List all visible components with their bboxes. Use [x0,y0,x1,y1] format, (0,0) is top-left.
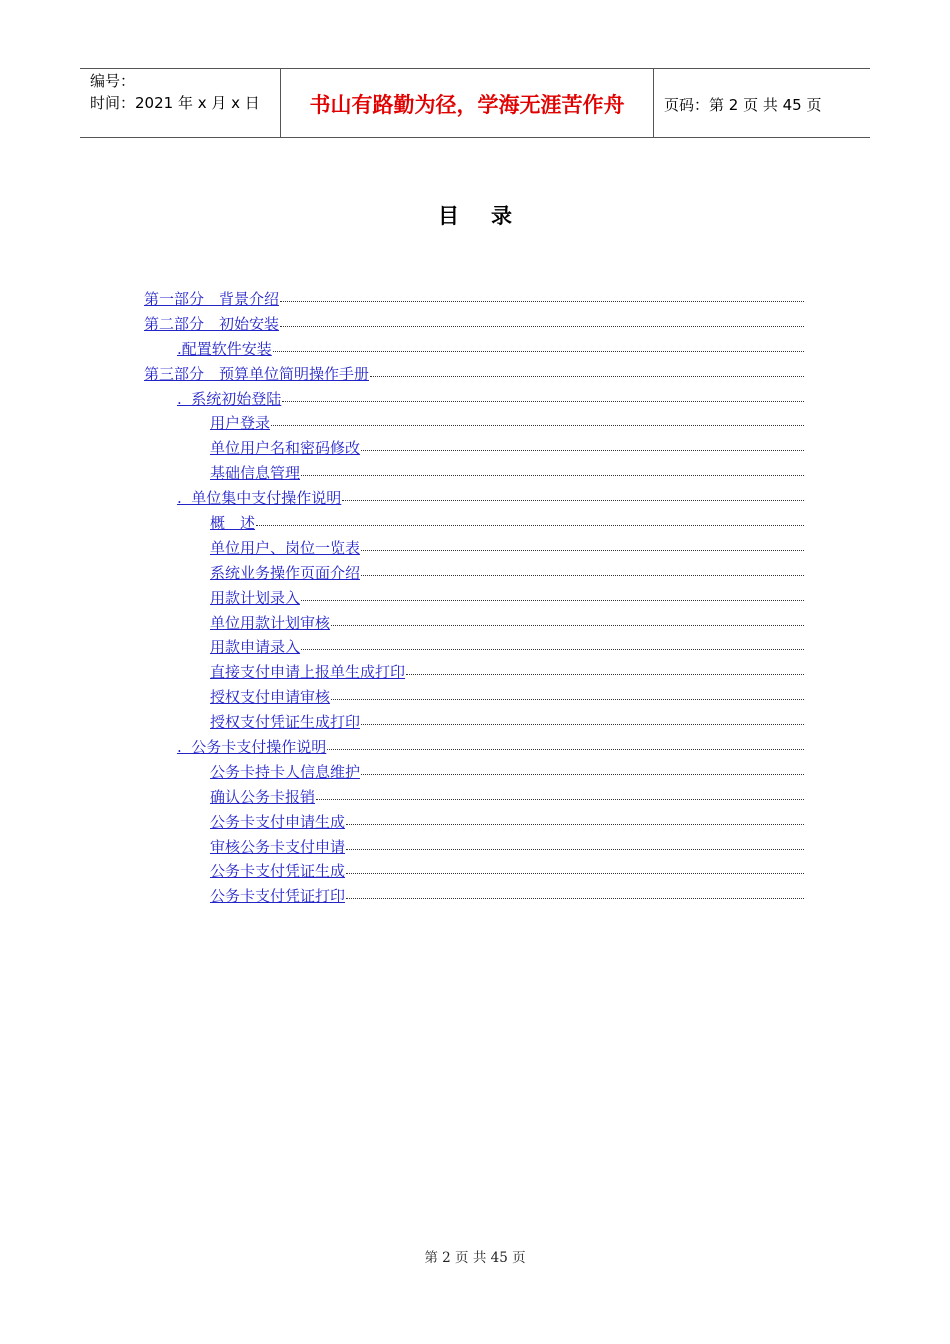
header-motto-cell [281,69,654,137]
toc-entry-link[interactable]: .配置软件安装 [177,339,272,358]
page-info: 页码：第 2 页 共 45 页 [664,95,822,114]
toc-entry-link[interactable]: 第一部分 背景介绍 [144,290,280,308]
dot-leader [361,724,804,725]
dot-leader [280,326,804,327]
dot-leader [316,799,804,800]
dot-leader [327,749,804,750]
toc-entry[interactable] [144,562,804,587]
dot-leader [256,525,804,526]
toc-entry-link[interactable]: 概 述 [210,514,256,533]
page-header [80,68,870,138]
page-footer: 第 2 页 共 45 页 [424,1250,526,1266]
number-label: 编号： [90,72,136,90]
toc-entry[interactable] [144,338,804,363]
toc-entry-link[interactable]: 单位用户名和密码修改 [210,439,361,458]
table-of-contents [144,288,804,910]
toc-entry-link[interactable]: 用款计划录入 [210,588,301,607]
dot-leader [361,550,804,551]
dot-leader [271,425,804,426]
toc-entry-link[interactable]: 审核公务卡支付申请 [210,837,346,856]
toc-entry-link[interactable]: 授权支付凭证生成打印 [210,713,361,732]
toc-entry[interactable] [144,512,804,537]
toc-entry-link[interactable]: 授权支付申请审核 [210,688,331,707]
toc-entry[interactable] [144,661,804,686]
toc-entry-link[interactable]: 单位用户、岗位一览表 [210,538,361,557]
dot-leader [342,500,804,501]
toc-entry-link[interactable]: 第三部分 预算单位简明操作手册 [144,364,370,383]
toc-entry[interactable] [144,860,804,885]
dot-leader [301,600,804,601]
toc-entry[interactable] [144,313,804,338]
dot-leader [346,849,804,850]
motto: 书山有路勤为径，学海无涯苦作舟 [309,93,625,117]
toc-entry[interactable] [144,836,804,861]
dot-leader [361,450,804,451]
header-left-cell [80,69,281,137]
toc-entry[interactable] [144,288,804,313]
toc-entry[interactable] [144,388,804,413]
time-line: 时间：2021 年 x 月 x 日 [90,94,260,112]
dot-leader [280,301,804,302]
toc-entry[interactable] [144,437,804,462]
toc-entry-link[interactable]: 第二部分 初始安装 [144,314,280,333]
toc-entry-link[interactable]: 单位用款计划审核 [210,613,331,632]
toc-entry[interactable] [144,462,804,487]
dot-leader [361,774,804,775]
toc-entry-link[interactable]: . 单位集中支付操作说明 [177,489,342,508]
toc-entry-link[interactable]: 用款申请录入 [210,638,301,657]
toc-entry-link[interactable]: 直接支付申请上报单生成打印 [210,663,406,682]
dot-leader [331,625,804,626]
toc-entry[interactable] [144,487,804,512]
toc-entry[interactable] [144,761,804,786]
toc-title: 目录 [438,203,544,228]
toc-entry[interactable] [144,587,804,612]
toc-entry[interactable] [144,885,804,910]
dot-leader [301,475,804,476]
dot-leader [406,674,804,675]
dot-leader [282,401,804,402]
toc-entry[interactable] [144,686,804,711]
toc-entry[interactable] [144,711,804,736]
dot-leader [346,898,804,899]
toc-entry-link[interactable]: . 系统初始登陆 [177,389,282,408]
toc-entry[interactable] [144,736,804,761]
toc-entry[interactable] [144,811,804,836]
dot-leader [346,873,804,874]
toc-entry-link[interactable]: . 公务卡支付操作说明 [177,738,327,757]
toc-entry-link[interactable]: 用户登录 [210,414,271,433]
dot-leader [361,575,804,576]
toc-entry-link[interactable]: 公务卡持卡人信息维护 [210,762,361,781]
toc-entry[interactable] [144,412,804,437]
toc-entry[interactable] [144,363,804,388]
dot-leader [301,649,804,650]
toc-entry-link[interactable]: 公务卡支付凭证生成 [210,862,346,881]
toc-entry-link[interactable]: 确认公务卡报销 [210,787,316,806]
toc-entry[interactable] [144,636,804,661]
toc-entry-link[interactable]: 系统业务操作页面介绍 [210,563,361,582]
dot-leader [331,699,804,700]
dot-leader [370,376,804,377]
toc-entry[interactable] [144,537,804,562]
dot-leader [273,351,804,352]
header-page-cell [654,69,870,137]
toc-entry[interactable] [144,786,804,811]
toc-entry[interactable] [144,612,804,637]
dot-leader [346,824,804,825]
toc-entry-link[interactable]: 公务卡支付申请生成 [210,812,346,831]
toc-entry-link[interactable]: 基础信息管理 [210,464,301,483]
toc-entry-link[interactable]: 公务卡支付凭证打印 [210,887,346,906]
